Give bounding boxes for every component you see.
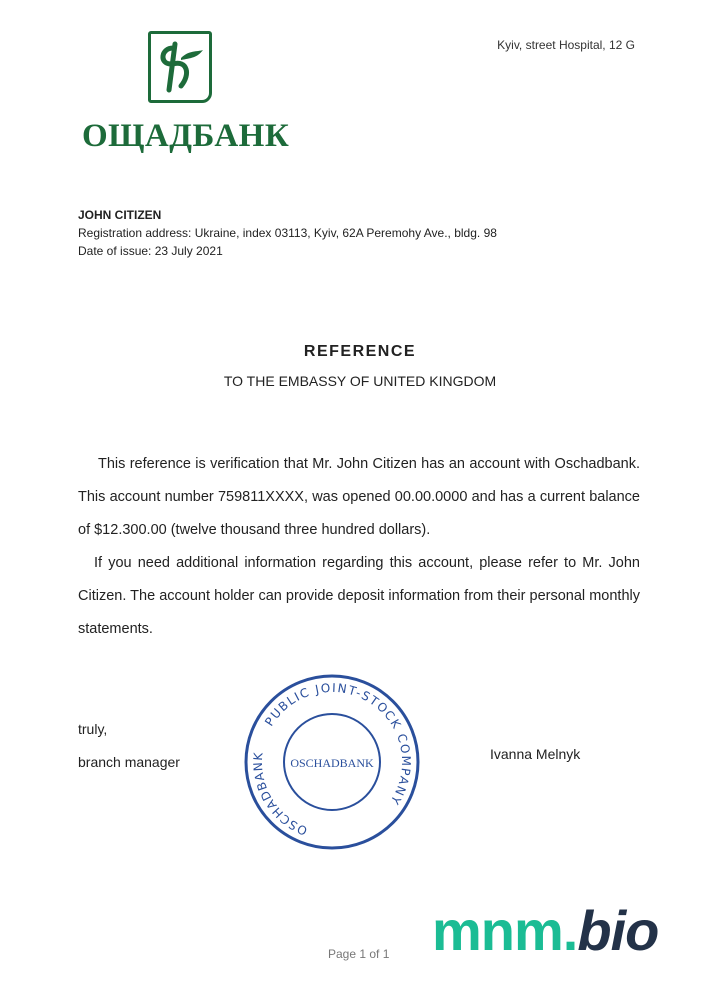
signer-position: branch manager	[78, 754, 180, 770]
closing-text: truly,	[78, 721, 108, 737]
body-paragraph: If you need additional information regarding this account, please refer to Mr. John Citizen. The account holder can provide deposit information from their personal monthly statements.	[78, 555, 640, 637]
stamp-center-text: OSCHADBANK	[290, 756, 374, 770]
stamp-outer-text: PUBLIC JOINT-STOCK COMPANY	[262, 680, 414, 808]
document-subtitle: TO THE EMBASSY OF UNITED KINGDOM	[223, 373, 497, 389]
document-title: REFERENCE	[303, 343, 417, 360]
branch-address: Kyiv, street Hospital, 12 G	[497, 38, 635, 52]
date-of-issue: Date of issue: 23 July 2021	[78, 244, 223, 258]
signer-name: Ivanna Melnyk	[490, 746, 581, 762]
closing-block	[78, 713, 180, 779]
registration-address: Registration address: Ukraine, index 03113, Kyiv, 62A Peremohy Ave., bldg. 98	[78, 226, 497, 240]
watermark-part2: bio	[577, 899, 659, 962]
bank-name-logo: ОЩАДБАНК	[82, 118, 290, 154]
letter-body	[78, 448, 640, 646]
page-number: Page 1 of 1	[328, 947, 390, 961]
body-paragraph: This reference is verification that Mr. John Citizen has an account with Oschadbank. This account number 759811XXXX, was opened 00.00.0000 and has a current balance of $12.300.00 (twelve thousand three hundred dollars).	[78, 456, 640, 538]
client-name: JOHN CITIZEN	[78, 208, 162, 222]
watermark-part1: mnm.	[432, 899, 578, 962]
stamp-left-text: OSCHADBANK	[250, 751, 310, 839]
company-stamp	[242, 672, 422, 852]
client-info	[78, 206, 497, 260]
bank-logo-icon	[148, 31, 212, 103]
watermark-logo	[432, 898, 658, 963]
